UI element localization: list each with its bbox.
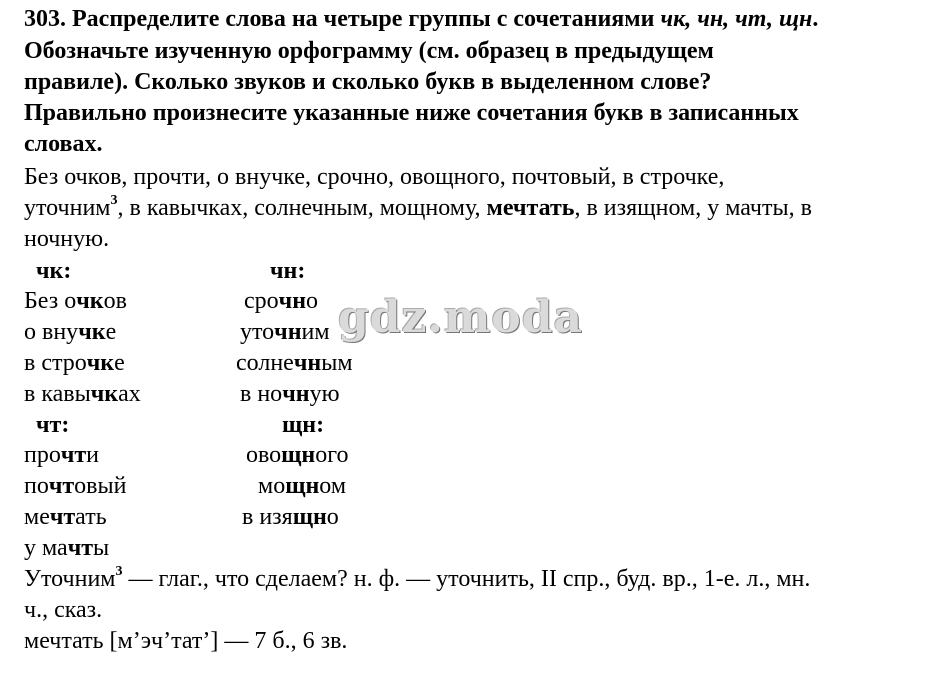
list-item-chk-3: в строчке: [24, 350, 125, 376]
note-line-1: Уточним$^3$ — глаг., что сделаем? н. ф. — уточнить, II спр., буд. вр., 1-е. л., мн.: [24, 564, 811, 592]
list-item-cht-3: мечтать: [24, 504, 107, 530]
footnote-mark: 3: [115, 564, 123, 579]
list-item-chk-4: в кавычках: [24, 381, 141, 407]
task-line-5: словах.: [24, 131, 103, 157]
list-item-chn-3: солнечным: [236, 350, 353, 376]
list-item-chk-2: о внучке: [24, 319, 117, 345]
list-item-shchn-3: в изящно: [242, 504, 339, 530]
task-number: 303.: [24, 6, 66, 32]
list-item-chn-2: уточним: [240, 319, 330, 345]
group-header-chn: чн:: [270, 258, 306, 284]
note-line-2: ч., сказ.: [24, 597, 103, 623]
source-line-3: ночную.: [24, 226, 110, 252]
list-item-shchn-1: овощного: [246, 442, 349, 468]
source-line-2: уточним$^3$, в кавычках, солнечным, мощному, мечтать, в изящном, у мачты, в: [24, 193, 812, 221]
group-header-shchn: щн:: [282, 412, 325, 438]
list-item-chn-4: в ночную: [240, 381, 340, 407]
list-item-chn-1: срочно: [244, 288, 319, 314]
watermark-logo: gdz.moda: [338, 292, 584, 343]
task-line-4: Правильно произнесите указанные ниже сочетания букв в записанных: [24, 100, 799, 126]
highlighted-word: мечтать: [486, 195, 575, 221]
list-item-chk-1: Без очков: [24, 288, 127, 314]
task-line-2: Обозначьте изученную орфограмму (см. образец в предыдущем: [24, 38, 714, 64]
group-header-cht: чт:: [36, 412, 70, 438]
list-item-shchn-2: мощном: [258, 473, 347, 499]
list-item-cht-1: прочти: [24, 442, 100, 468]
task-line-3: правиле). Сколько звуков и сколько букв в выделенном слове?: [24, 69, 712, 95]
group-header-chk: чк:: [36, 258, 72, 284]
note-line-3: мечтать [м’эч’тат’] — 7 б., 6 зв.: [24, 628, 348, 654]
footnote-mark: 3: [110, 193, 118, 208]
task-line-1: 303. Распределите слова на четыре группы с сочетаниями чк, чн, чт, щн.: [24, 6, 819, 32]
list-item-cht-4: у мачты: [24, 535, 110, 561]
list-item-cht-2: почтовый: [24, 473, 127, 499]
source-line-1: Без очков, прочти, о внучке, срочно, овощного, почтовый, в строчке,: [24, 164, 725, 190]
